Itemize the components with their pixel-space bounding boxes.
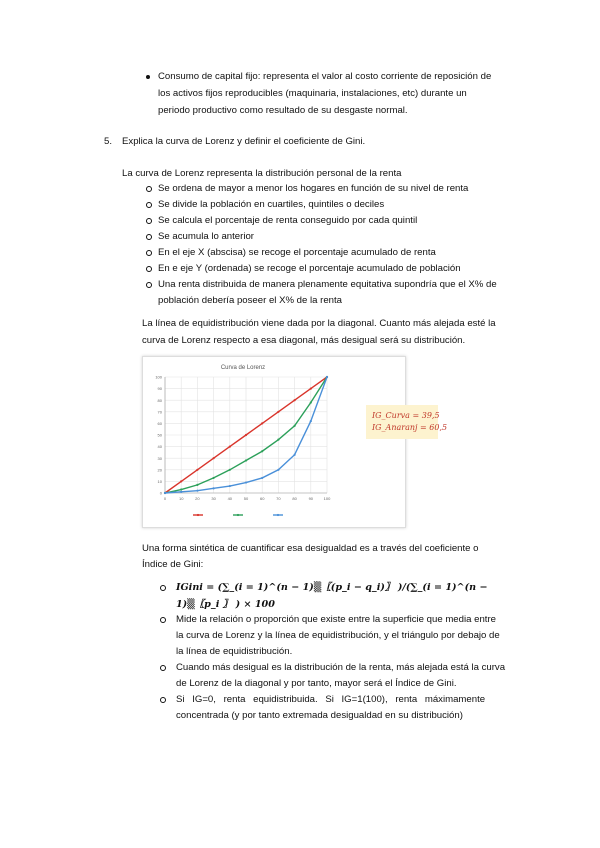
y-tick-label: 90 — [157, 386, 162, 392]
series-point — [180, 488, 182, 490]
bullet-line: periodo productivo como resultado de su desgaste normal. — [158, 105, 408, 116]
lorenz-chart — [142, 356, 406, 528]
bullet-line: Consumo de capital fijo: representa el valor al costo corriente de reposición de — [158, 71, 492, 82]
circle-bullet-icon — [146, 282, 152, 288]
legend-marker — [237, 514, 239, 516]
series-point — [245, 434, 247, 436]
paragraph-line: curva de Lorenz respecto a esa diagonal, más desigual será su distribución. — [142, 335, 466, 346]
circle-bullet-icon — [146, 250, 152, 256]
list-item-text: la curva de Lorenz y la línea de equidistribución, y el triángulo por debajo de — [176, 630, 500, 641]
list-item-text: de Lorenz de la diagonal y por tanto, mayor será el Índice de Gini. — [176, 678, 457, 689]
gini-formula-line: IGini = (∑_(i = 1)^(n − 1)▒〖(p_i − q_i)〗 )/(∑_(i = 1)^(n − — [176, 582, 488, 593]
x-tick-label: 40 — [227, 496, 233, 501]
series-point — [180, 491, 182, 493]
x-tick-label: 100 — [323, 496, 331, 501]
series-point — [310, 401, 312, 403]
gini-values-box — [366, 405, 448, 439]
series-point — [213, 477, 215, 479]
y-tick-label: 60 — [157, 421, 162, 426]
lorenz-chart-svg — [143, 357, 405, 527]
series-point — [196, 484, 198, 486]
list-item-text: Cuando más desigual es la distribución de la renta, más alejada está la curva — [176, 662, 506, 673]
circle-bullet-icon — [146, 186, 152, 192]
circle-bullet-icon — [160, 585, 166, 591]
series-point — [229, 469, 231, 471]
gini-intro-line: Índice de Gini: — [142, 559, 204, 570]
series-point — [164, 492, 166, 494]
circle-bullet-icon — [146, 202, 152, 208]
y-tick-label: 100 — [155, 374, 162, 380]
x-tick-label: 60 — [259, 496, 265, 501]
x-tick-label: 10 — [178, 496, 184, 501]
list-item-text: Una renta distribuida de manera plenamente equitativa supondría que el X% de — [158, 279, 497, 290]
series-point — [277, 411, 279, 413]
bullet-line: los activos fijos reproducibles (maquinaria, instalaciones, etc) durante un — [158, 88, 467, 99]
y-tick-label: 0 — [159, 490, 162, 496]
y-tick-label: 40 — [157, 444, 162, 450]
list-item-text: Se ordena de mayor a menor los hogares en función de su nivel de renta — [158, 183, 469, 194]
list-item-text: Si IG=0, renta equidistribuida. Si IG=1(100), renta máximamente — [176, 694, 486, 705]
series-point — [213, 457, 215, 459]
series-point — [294, 399, 296, 401]
series-point — [196, 469, 198, 471]
series-point — [310, 420, 312, 422]
y-tick-label: 30 — [157, 455, 162, 461]
gini-formula-line: 1)▒〖p_i 〗 ) × 100 — [176, 599, 275, 610]
circle-bullet-icon — [146, 218, 152, 224]
chart-title: Curva de Lorenz — [220, 365, 266, 371]
list-item-text: En e eje Y (ordenada) se recoge el porcentaje acumulado de población — [158, 263, 461, 274]
x-tick-label: 50 — [243, 496, 249, 501]
circle-bullet-icon — [160, 697, 166, 703]
y-tick-label: 50 — [157, 432, 162, 438]
list-item-text: Se calcula el porcentaje de renta conseguido por cada quintil — [158, 215, 418, 226]
y-tick-label: 10 — [157, 479, 162, 484]
gini-value-anaranj: IG_Anaranj = 60,5 — [372, 423, 448, 432]
series-point — [229, 485, 231, 487]
x-tick-label: 80 — [292, 496, 297, 501]
x-tick-label: 30 — [211, 496, 216, 501]
circle-bullet-icon — [146, 234, 152, 240]
circle-bullet-icon — [160, 617, 166, 623]
series-point — [261, 450, 263, 452]
y-tick-label: 80 — [157, 397, 162, 403]
circle-bullet-icon — [146, 266, 152, 272]
question-text: Explica la curva de Lorenz y definir el coeficiente de Gini. — [122, 136, 366, 147]
list-item-text: Se divide la población en cuartiles, quintiles o deciles — [158, 199, 385, 210]
intro-text: La curva de Lorenz representa la distribución personal de la renta — [122, 168, 402, 179]
series-point — [229, 446, 231, 448]
list-item-text: la línea de equidistribución. — [176, 646, 293, 657]
series-point — [245, 459, 247, 461]
series-point — [261, 422, 263, 424]
gini-value-curva: IG_Curva = 39,5 — [372, 411, 440, 420]
gini-intro-line: Una forma sintética de cuantificar esa desigualdad es a través del coeficiente o — [142, 543, 479, 554]
bullet-dot-icon — [146, 75, 150, 79]
series-point — [196, 490, 198, 492]
series-point — [326, 376, 328, 378]
x-tick-label: 70 — [276, 496, 281, 501]
paragraph-line: La línea de equidistribución viene dada por la diagonal. Cuanto más alejada esté la — [142, 318, 496, 329]
series-point — [245, 481, 247, 483]
y-tick-label: 20 — [157, 467, 162, 473]
series-point — [180, 480, 182, 482]
x-tick-label: 90 — [308, 496, 314, 501]
series-point — [294, 425, 296, 427]
circle-bullet-icon — [160, 665, 166, 671]
legend-marker — [277, 514, 279, 516]
question-number: 5. — [104, 136, 113, 147]
list-item-text: población debería poseer el X% de la renta — [158, 295, 343, 306]
series-point — [294, 454, 296, 456]
series-point — [277, 439, 279, 441]
y-tick-label: 70 — [157, 409, 162, 415]
series-point — [277, 469, 279, 471]
series-point — [261, 477, 263, 479]
x-tick-label: 0 — [163, 496, 167, 501]
x-tick-label: 20 — [195, 496, 200, 501]
series-point — [310, 388, 312, 390]
list-item-text: Se acumula lo anterior — [158, 231, 254, 242]
list-item-text: En el eje X (abscisa) se recoge el porcentaje acumulado de renta — [158, 247, 436, 258]
series-point — [213, 487, 215, 489]
legend-marker — [197, 514, 199, 516]
list-item-text: concentrada (y por tanto extremada desigualdad en su distribución) — [176, 710, 463, 721]
list-item-text: Mide la relación o proporción que existe entre la superficie que media entre — [176, 614, 496, 625]
